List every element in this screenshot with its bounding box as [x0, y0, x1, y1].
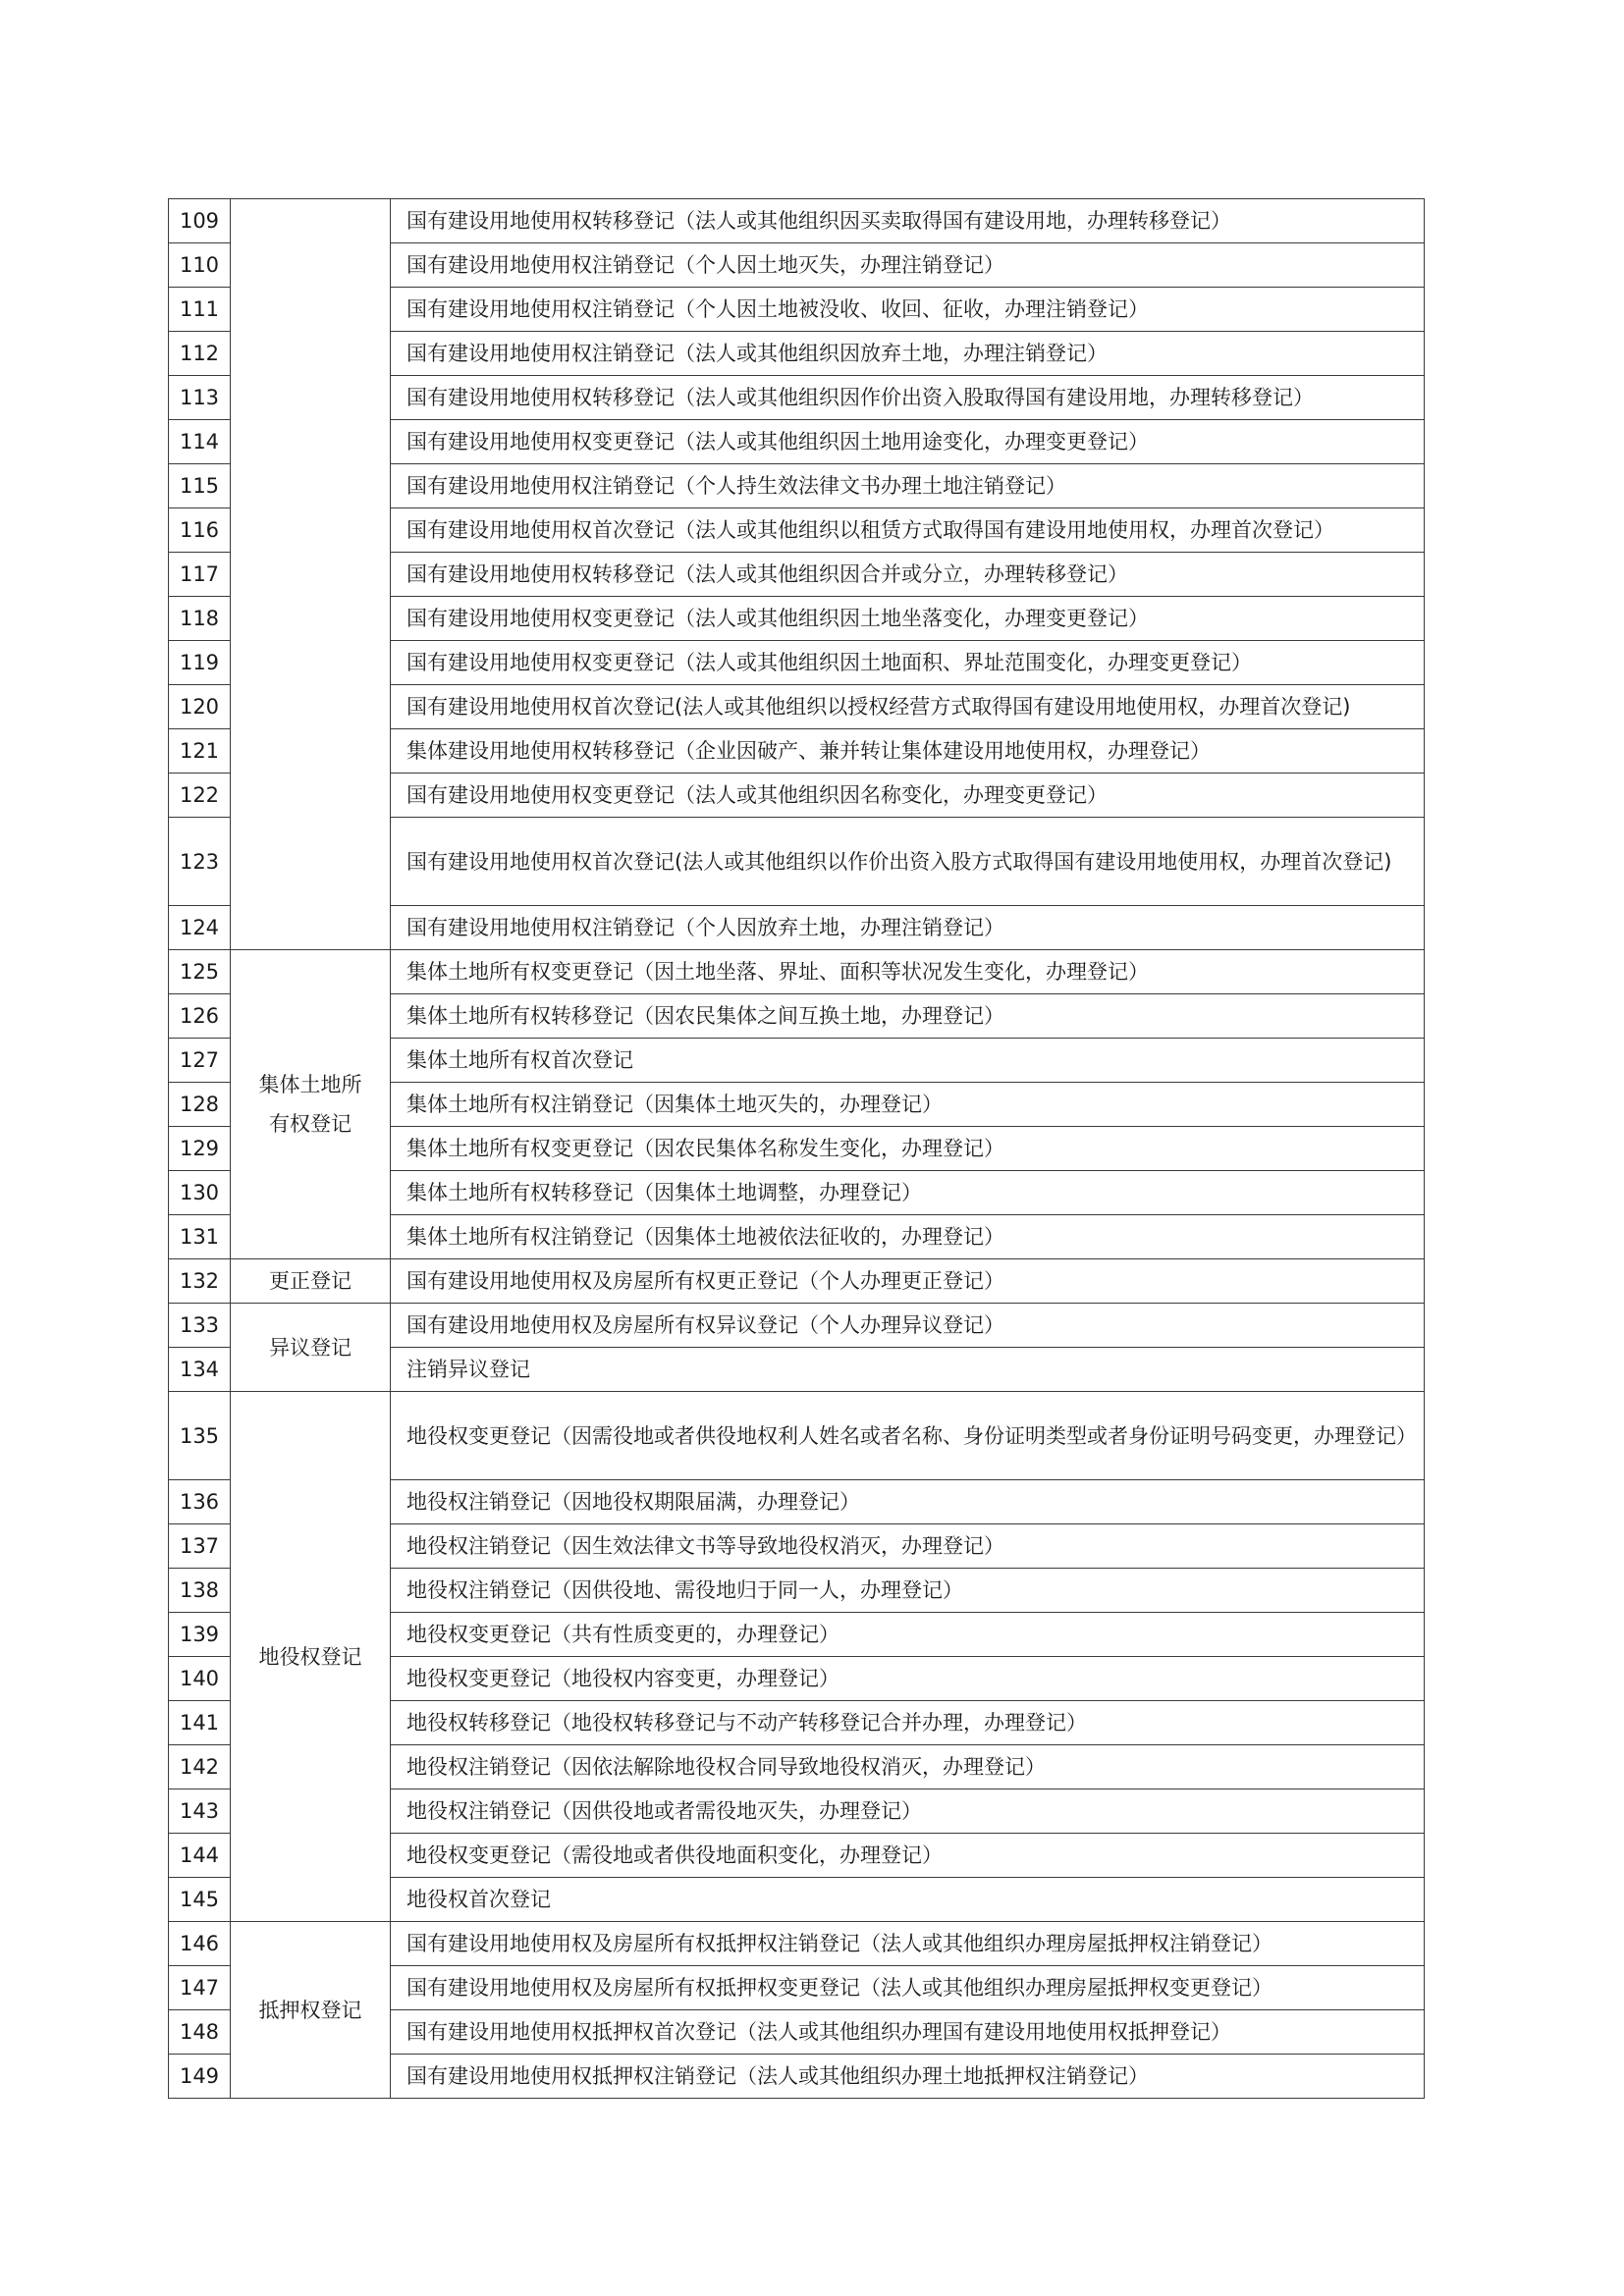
category-cell [231, 1392, 391, 1922]
row-number: 126 [169, 994, 231, 1039]
item-description: 地役权注销登记（因供役地或者需役地灭失，办理登记） [391, 1789, 1425, 1834]
item-description: 国有建设用地使用权转移登记（法人或其他组织因作价出资入股取得国有建设用地，办理转移登记） [391, 376, 1425, 420]
item-description: 集体土地所有权注销登记（因集体土地灭失的，办理登记） [391, 1083, 1425, 1127]
row-number: 133 [169, 1304, 231, 1348]
item-description: 国有建设用地使用权首次登记(法人或其他组织以作价出资入股方式取得国有建设用地使用权，办理首次登记) [391, 818, 1425, 906]
item-description: 国有建设用地使用权注销登记（个人因放弃土地，办理注销登记） [391, 906, 1425, 950]
row-number: 111 [169, 288, 231, 332]
row-number: 144 [169, 1834, 231, 1878]
item-description: 国有建设用地使用权注销登记（个人因土地灭失，办理注销登记） [391, 243, 1425, 288]
item-description: 国有建设用地使用权及房屋所有权异议登记（个人办理异议登记） [391, 1304, 1425, 1348]
row-number: 109 [169, 199, 231, 243]
item-description: 国有建设用地使用权及房屋所有权抵押权变更登记（法人或其他组织办理房屋抵押权变更登记） [391, 1966, 1425, 2010]
item-description: 国有建设用地使用权变更登记（法人或其他组织因名称变化，办理变更登记） [391, 774, 1425, 818]
item-description: 集体土地所有权转移登记（因集体土地调整，办理登记） [391, 1171, 1425, 1215]
item-description: 地役权变更登记（共有性质变更的，办理登记） [391, 1613, 1425, 1657]
row-number: 135 [169, 1392, 231, 1480]
row-number: 129 [169, 1127, 231, 1171]
row-number: 120 [169, 685, 231, 729]
row-number: 138 [169, 1569, 231, 1613]
row-number: 116 [169, 508, 231, 553]
item-description: 国有建设用地使用权注销登记（个人因土地被没收、收回、征收，办理注销登记） [391, 288, 1425, 332]
row-number: 112 [169, 332, 231, 376]
item-description: 集体建设用地使用权转移登记（企业因破产、兼并转让集体建设用地使用权，办理登记） [391, 729, 1425, 774]
item-description: 国有建设用地使用权抵押权首次登记（法人或其他组织办理国有建设用地使用权抵押登记） [391, 2010, 1425, 2055]
row-number: 137 [169, 1524, 231, 1569]
row-number: 119 [169, 641, 231, 685]
item-description: 地役权变更登记（地役权内容变更，办理登记） [391, 1657, 1425, 1701]
table-body [169, 199, 1425, 2099]
item-description: 集体土地所有权转移登记（因农民集体之间互换土地，办理登记） [391, 994, 1425, 1039]
row-number: 139 [169, 1613, 231, 1657]
row-number: 131 [169, 1215, 231, 1259]
row-number: 148 [169, 2010, 231, 2055]
item-description: 国有建设用地使用权及房屋所有权更正登记（个人办理更正登记） [391, 1259, 1425, 1304]
item-description: 地役权注销登记（因供役地、需役地归于同一人，办理登记） [391, 1569, 1425, 1613]
row-number: 130 [169, 1171, 231, 1215]
row-number: 110 [169, 243, 231, 288]
row-number: 128 [169, 1083, 231, 1127]
category-cell [231, 1304, 391, 1392]
item-description: 国有建设用地使用权首次登记(法人或其他组织以授权经营方式取得国有建设用地使用权，办理首次登记) [391, 685, 1425, 729]
table-row [169, 199, 1425, 243]
row-number: 147 [169, 1966, 231, 2010]
row-number: 134 [169, 1348, 231, 1392]
item-description: 地役权变更登记（因需役地或者供役地权利人姓名或者名称、身份证明类型或者身份证明号码变更，办理登记） [391, 1392, 1425, 1480]
table-row [169, 1259, 1425, 1304]
row-number: 114 [169, 420, 231, 464]
category-cell [231, 1922, 391, 2099]
category-cell [231, 199, 391, 950]
row-number: 146 [169, 1922, 231, 1966]
item-description: 地役权注销登记（因生效法律文书等导致地役权消灭，办理登记） [391, 1524, 1425, 1569]
item-description: 国有建设用地使用权转移登记（法人或其他组织因买卖取得国有建设用地，办理转移登记） [391, 199, 1425, 243]
item-description: 国有建设用地使用权注销登记（法人或其他组织因放弃土地，办理注销登记） [391, 332, 1425, 376]
row-number: 122 [169, 774, 231, 818]
item-description: 地役权注销登记（因依法解除地役权合同导致地役权消灭，办理登记） [391, 1745, 1425, 1789]
item-description: 国有建设用地使用权转移登记（法人或其他组织因合并或分立，办理转移登记） [391, 553, 1425, 597]
category-cell [231, 1259, 391, 1304]
row-number: 113 [169, 376, 231, 420]
table-row [169, 1392, 1425, 1480]
row-number: 149 [169, 2055, 231, 2099]
row-number: 121 [169, 729, 231, 774]
row-number: 118 [169, 597, 231, 641]
row-number: 124 [169, 906, 231, 950]
item-description: 国有建设用地使用权首次登记（法人或其他组织以租赁方式取得国有建设用地使用权，办理首次登记） [391, 508, 1425, 553]
row-number: 143 [169, 1789, 231, 1834]
item-description: 地役权变更登记（需役地或者供役地面积变化，办理登记） [391, 1834, 1425, 1878]
item-description: 地役权注销登记（因地役权期限届满，办理登记） [391, 1480, 1425, 1524]
row-number: 142 [169, 1745, 231, 1789]
item-description: 国有建设用地使用权及房屋所有权抵押权注销登记（法人或其他组织办理房屋抵押权注销登记） [391, 1922, 1425, 1966]
category-label: 集体土地所有权登记 [258, 1073, 362, 1136]
category-label: 更正登记 [269, 1269, 352, 1293]
category-label: 地役权登记 [258, 1644, 362, 1669]
table-row [169, 1304, 1425, 1348]
row-number: 145 [169, 1878, 231, 1922]
category-cell [231, 950, 391, 1259]
item-description: 集体土地所有权首次登记 [391, 1039, 1425, 1083]
item-description: 集体土地所有权注销登记（因集体土地被依法征收的，办理登记） [391, 1215, 1425, 1259]
row-number: 125 [169, 950, 231, 994]
category-label: 抵押权登记 [258, 1998, 362, 2022]
row-number: 141 [169, 1701, 231, 1745]
item-description: 地役权转移登记（地役权转移登记与不动产转移登记合并办理，办理登记） [391, 1701, 1425, 1745]
registration-items-table [168, 198, 1425, 2099]
row-number: 117 [169, 553, 231, 597]
item-description: 国有建设用地使用权变更登记（法人或其他组织因土地用途变化，办理变更登记） [391, 420, 1425, 464]
row-number: 140 [169, 1657, 231, 1701]
row-number: 132 [169, 1259, 231, 1304]
item-description: 集体土地所有权变更登记（因土地坐落、界址、面积等状况发生变化，办理登记） [391, 950, 1425, 994]
item-description: 地役权首次登记 [391, 1878, 1425, 1922]
item-description: 集体土地所有权变更登记（因农民集体名称发生变化，办理登记） [391, 1127, 1425, 1171]
row-number: 115 [169, 464, 231, 508]
item-description: 国有建设用地使用权变更登记（法人或其他组织因土地面积、界址范围变化，办理变更登记） [391, 641, 1425, 685]
row-number: 123 [169, 818, 231, 906]
item-description: 注销异议登记 [391, 1348, 1425, 1392]
item-description: 国有建设用地使用权注销登记（个人持生效法律文书办理土地注销登记） [391, 464, 1425, 508]
table-row [169, 1922, 1425, 1966]
row-number: 127 [169, 1039, 231, 1083]
row-number: 136 [169, 1480, 231, 1524]
item-description: 国有建设用地使用权变更登记（法人或其他组织因土地坐落变化，办理变更登记） [391, 597, 1425, 641]
category-label: 异议登记 [269, 1335, 352, 1360]
table-row [169, 950, 1425, 994]
item-description: 国有建设用地使用权抵押权注销登记（法人或其他组织办理土地抵押权注销登记） [391, 2055, 1425, 2099]
